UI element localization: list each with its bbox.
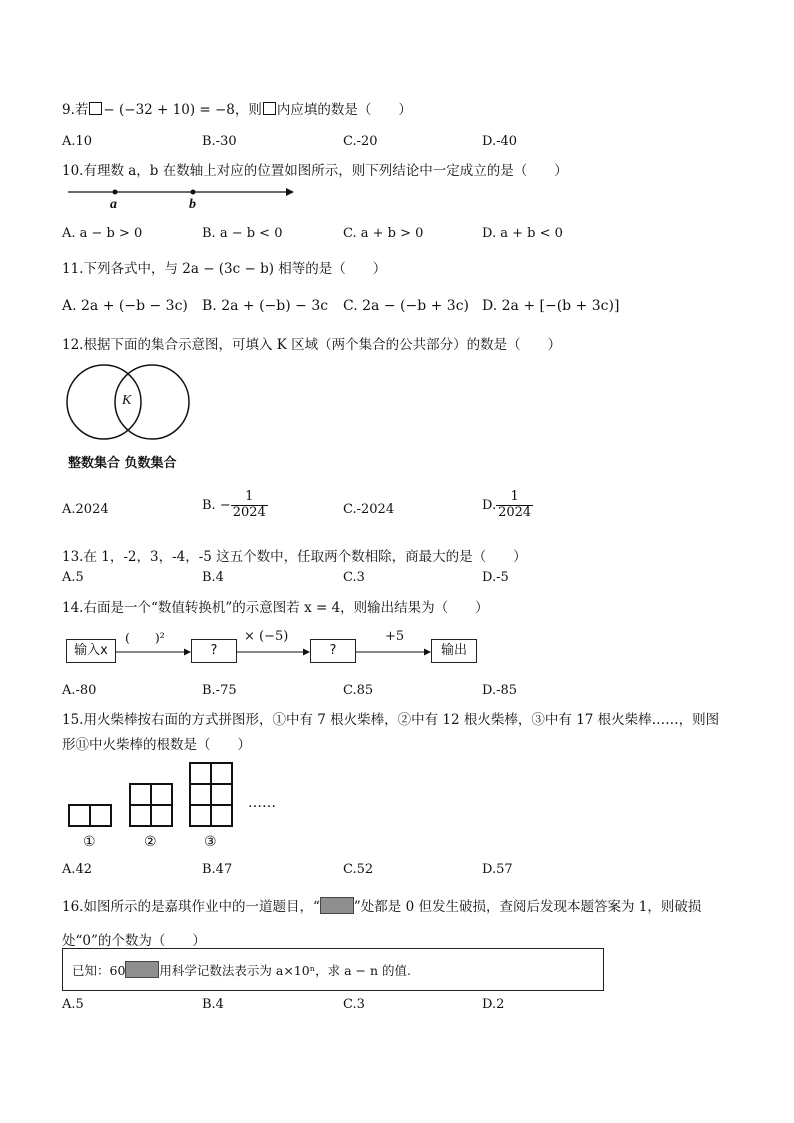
q10-option-a[interactable]: A. a − b > 0 — [62, 226, 143, 241]
q12-stem: 12.根据下面的集合示意图，可填入 K 区域（两个集合的公共部分）的数是（ ） — [62, 337, 562, 353]
q14-option-d[interactable]: D.-85 — [482, 683, 518, 698]
q16-option-d[interactable]: D.2 — [482, 997, 505, 1012]
q16-stem-line2: 处“0”的个数为（ ） — [62, 933, 206, 949]
q9-option-c[interactable]: C.-20 — [343, 134, 378, 149]
q15-option-c[interactable]: C.52 — [343, 862, 374, 877]
q9-stem: 9.若 − (−32 + 10) = −8，则 内应填的数是（ ） — [62, 102, 412, 118]
q13-option-d[interactable]: D.-5 — [482, 570, 509, 585]
result-box-1: ? — [191, 639, 237, 663]
q10-option-b[interactable]: B. a − b < 0 — [202, 226, 283, 241]
problem-box-text: 已知：60 用科学记数法表示为 a×10ⁿ，求 a − n 的值. — [72, 963, 411, 978]
output-box: 输出 — [431, 639, 477, 663]
matchstick-figure-3 — [190, 763, 232, 826]
q9-option-d[interactable]: D.-40 — [482, 134, 518, 149]
q15-option-d[interactable]: D.57 — [482, 862, 513, 877]
q12-option-b[interactable]: B. − $\frac{1}{2024}$ — [202, 489, 266, 520]
input-box: 输入x — [66, 639, 116, 663]
fraction-neg-1-over-2024: $\frac{1}{2024}$ — [232, 489, 266, 520]
q11-stem: 11.下列各式中，与 2a − (3c − b) 相等的是（ ） — [62, 261, 387, 277]
point-a-label: a — [110, 197, 117, 212]
q16-stem-line1: 16.如图所示的是嘉琪作业中的一道题目，“ ”处都是 0 但发生破损，查阅后发现本题答案为 1，则破损 — [62, 899, 702, 915]
q15-option-a[interactable]: A.42 — [62, 862, 93, 877]
blank-square-icon — [89, 102, 102, 115]
q9-option-b[interactable]: B.-30 — [202, 134, 237, 149]
figure-label-1: ① — [83, 834, 96, 850]
matchstick-figure-2 — [130, 784, 172, 826]
number-line — [62, 182, 302, 214]
q10-stem: 10.有理数 a，b 在数轴上对应的位置如图所示，则下列结论中一定成立的是（ ） — [62, 163, 568, 179]
venn-k-label: K — [122, 393, 132, 408]
q12-option-d[interactable]: D. $\frac{1}{2024}$ — [482, 489, 532, 520]
q9-option-a[interactable]: A.10 — [62, 134, 93, 149]
damaged-area-icon — [320, 897, 354, 914]
q13-option-b[interactable]: B.4 — [202, 570, 224, 585]
q13-stem: 13.在 1，-2，3，-4，-5 这五个数中，任取两个数相除，商最大的是（ ） — [62, 549, 527, 565]
multiply-operation-label: × (−5) — [244, 629, 289, 644]
q11-option-b[interactable]: B. 2a + (−b) − 3c — [202, 298, 329, 314]
blank-square-icon — [263, 102, 276, 115]
q13-option-c[interactable]: C.3 — [343, 570, 365, 585]
q14-option-c[interactable]: C.85 — [343, 683, 374, 698]
venn-caption: 整数集合 负数集合 — [68, 456, 177, 471]
damaged-area-icon — [125, 961, 159, 978]
square-operation-label: ( )² — [125, 630, 165, 645]
q12-option-c[interactable]: C.-2024 — [343, 502, 395, 517]
q15-stem-line1: 15.用火柴棒按右面的方式拼图形，①中有 7 根火柴棒，②中有 12 根火柴棒，③中有 17 根火柴棒……，则图 — [62, 712, 720, 728]
point-a — [113, 190, 118, 195]
q13-option-a[interactable]: A.5 — [62, 570, 84, 585]
fraction-1-over-2024: $\frac{1}{2024}$ — [498, 489, 532, 520]
q14-stem: 14.右面是一个“数值转换机”的示意图若 x = 4，则输出结果为（ ） — [62, 600, 489, 616]
q16-option-b[interactable]: B.4 — [202, 997, 224, 1012]
figure-label-3: ③ — [204, 834, 217, 850]
q16-option-c[interactable]: C.3 — [343, 997, 365, 1012]
matchstick-figures — [66, 760, 242, 832]
q14-option-a[interactable]: A.-80 — [62, 683, 97, 698]
result-box-2: ? — [310, 639, 356, 663]
q10-option-d[interactable]: D. a + b < 0 — [482, 226, 563, 241]
figure-label-2: ② — [144, 834, 157, 850]
q14-option-b[interactable]: B.-75 — [202, 683, 237, 698]
q11-option-d[interactable]: D. 2a + [−(b + 3c)] — [482, 298, 620, 314]
q11-option-c[interactable]: C. 2a − (−b + 3c) — [343, 298, 469, 314]
figures-ellipsis: …… — [248, 795, 276, 811]
q15-stem-line2: 形⑪中火柴棒的根数是（ ） — [62, 737, 251, 753]
point-b-label: b — [189, 197, 196, 212]
q12-option-a[interactable]: A.2024 — [62, 502, 109, 517]
q16-option-a[interactable]: A.5 — [62, 997, 84, 1012]
q11-option-a[interactable]: A. 2a + (−b − 3c) — [62, 298, 188, 314]
q10-option-c[interactable]: C. a + b > 0 — [343, 226, 424, 241]
point-b — [191, 190, 196, 195]
matchstick-figure-1 — [69, 805, 111, 826]
q15-option-b[interactable]: B.47 — [202, 862, 233, 877]
add-operation-label: +5 — [385, 629, 405, 644]
